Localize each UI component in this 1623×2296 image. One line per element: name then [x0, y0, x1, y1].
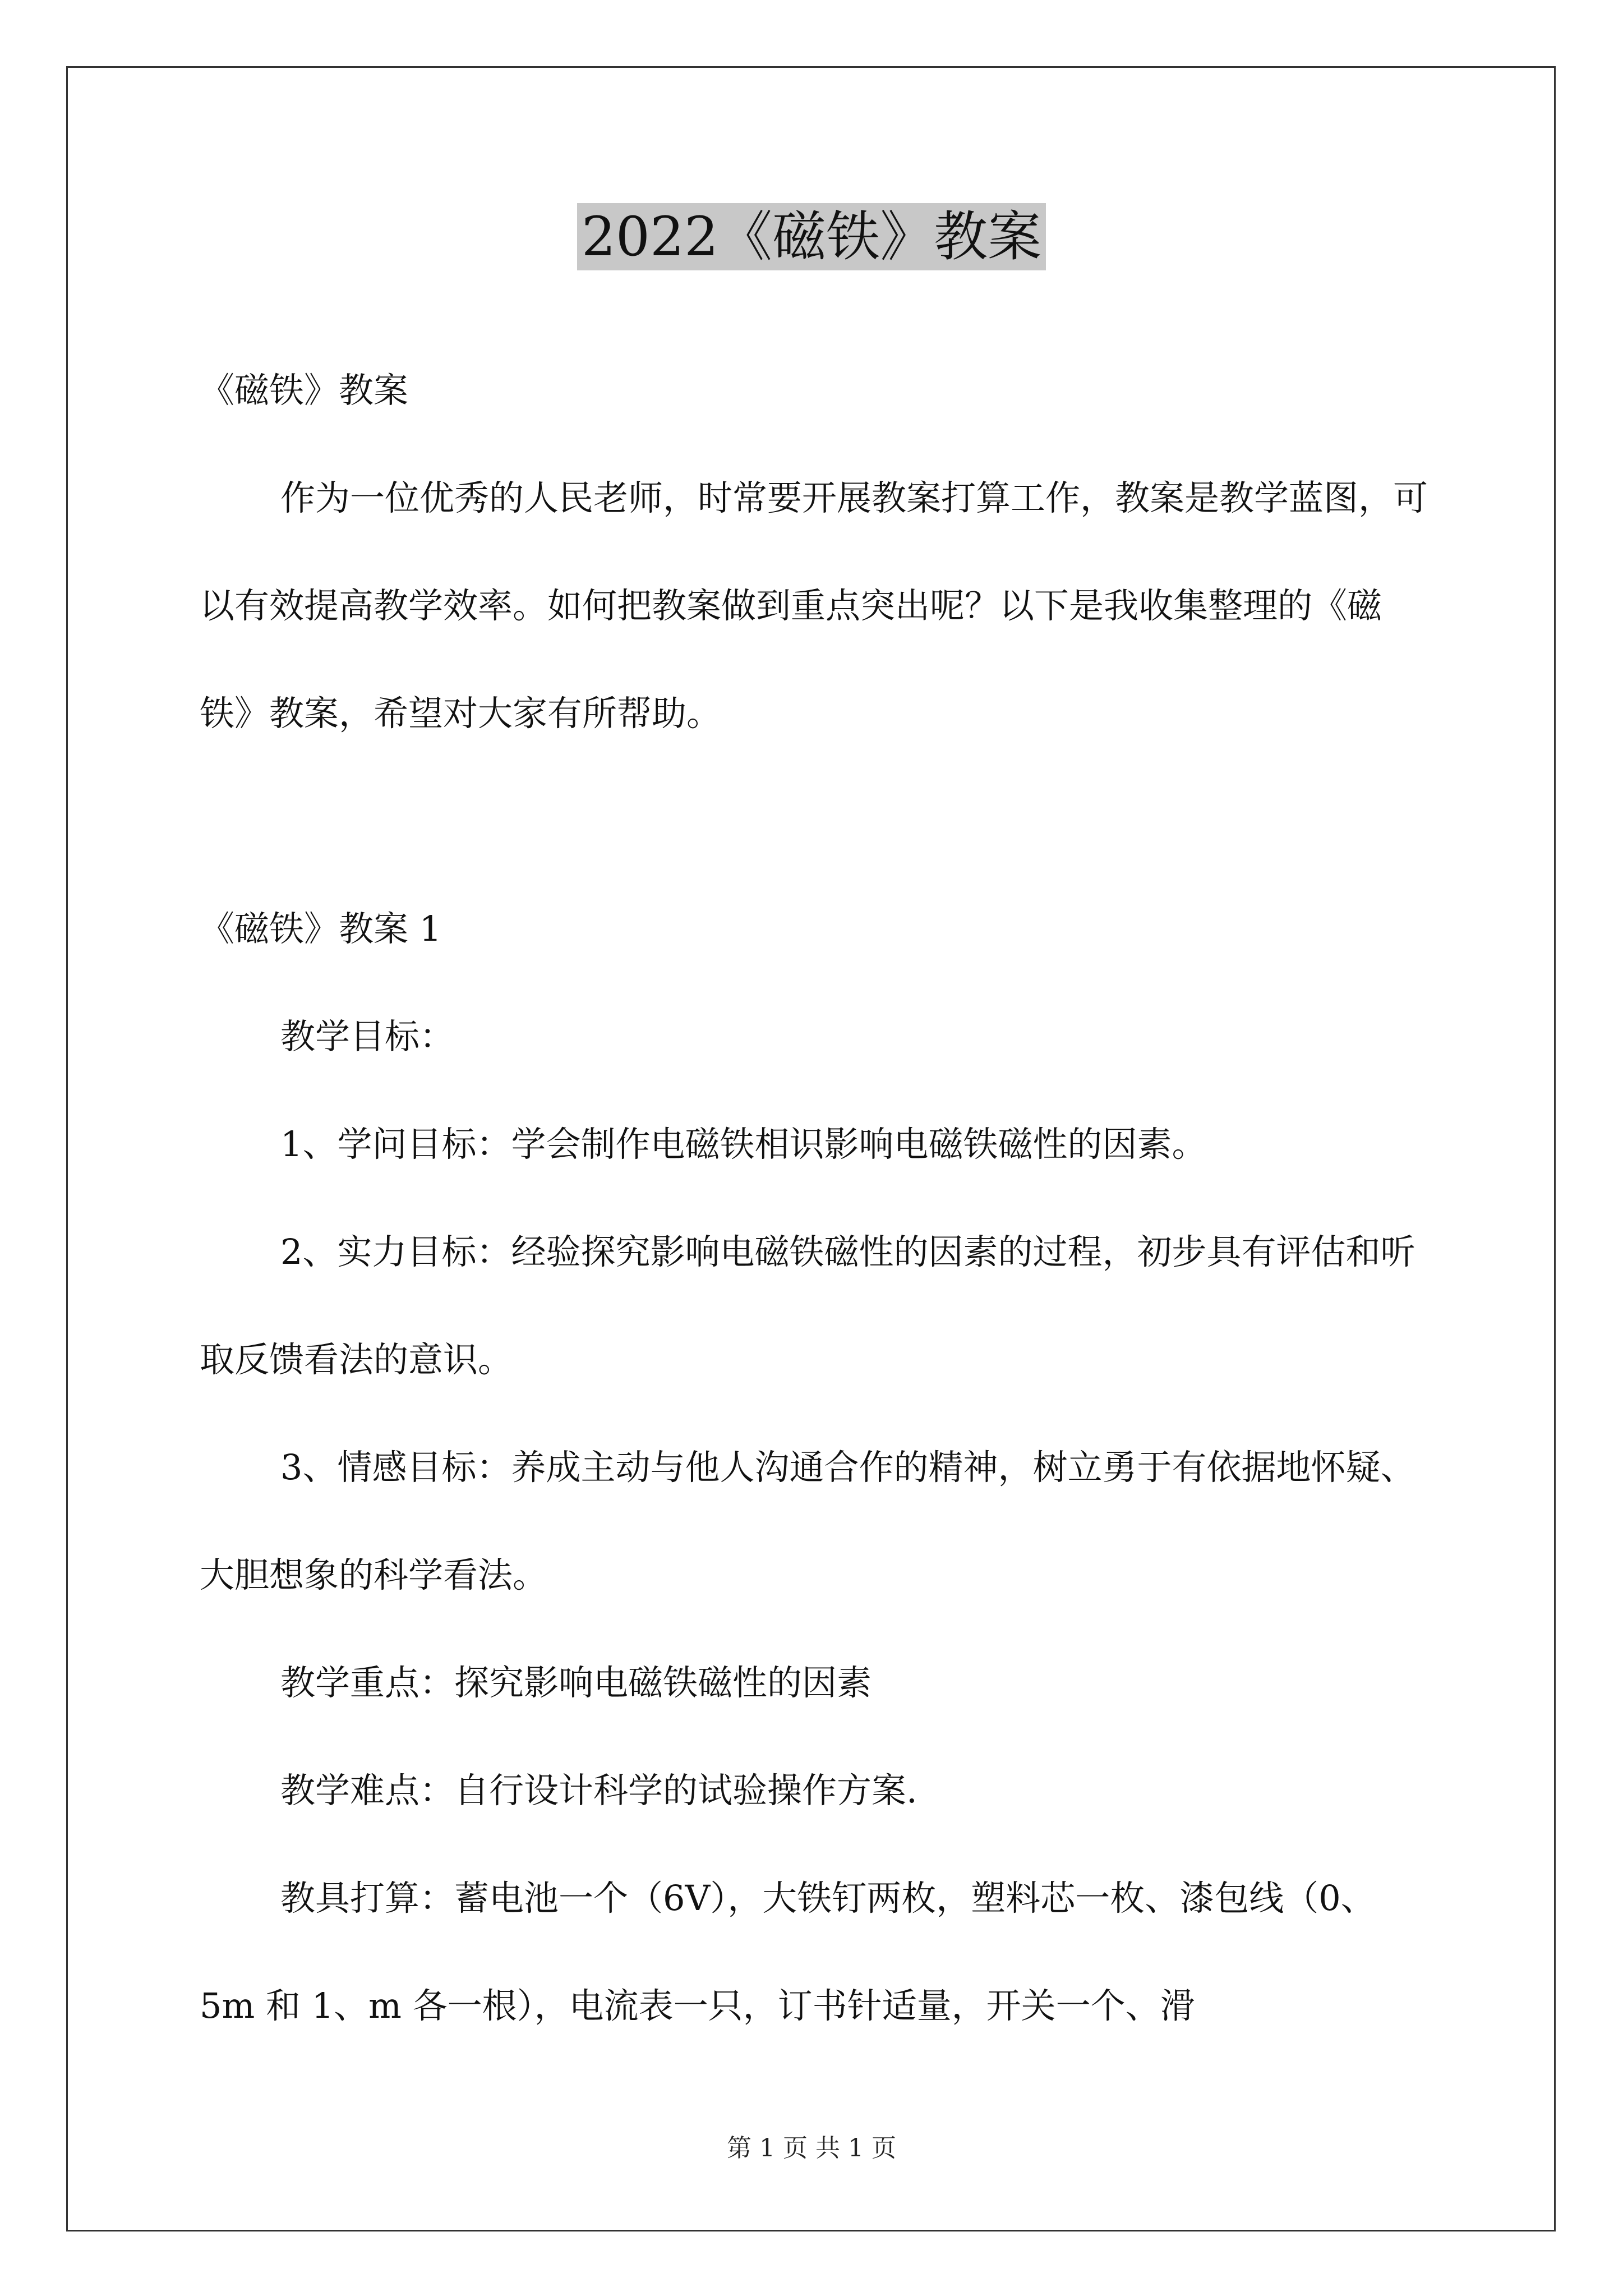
document-title-text: 2022《磁铁》教案 — [577, 203, 1046, 270]
page-footer: 第 1 页 共 1 页 — [727, 2134, 896, 2162]
objective-emotion: 3、情感目标：养成主动与他人沟通合作的精神，树立勇于有依据地怀疑、大胆想象的科学看法。 — [200, 1447, 1415, 1595]
document-body — [200, 337, 1428, 2060]
intro-paragraph: 作为一位优秀的人民老师，时常要开展教案打算工作，教案是教学蓝图，可以有效提高教学效率。如何把教案做到重点突出呢？以下是我收集整理的《磁铁》教案，希望对大家有所帮助。 — [200, 477, 1428, 734]
section-heading: 《磁铁》教案 1 — [200, 908, 442, 949]
objectives-heading: 教学目标： — [280, 1016, 455, 1057]
objective-ability: 2、实力目标：经验探究影响电磁铁磁性的因素的过程，初步具有评估和听取反馈看法的意识。 — [200, 1231, 1415, 1380]
subtitle-paragraph: 《磁铁》教案 — [200, 370, 409, 411]
objective-knowledge: 1、学问目标：学会制作电磁铁相识影响电磁铁磁性的因素。 — [280, 1124, 1207, 1165]
document-title — [0, 203, 1623, 270]
teaching-materials: 教具打算：蓄电池一个（6V），大铁钉两枚，塑料芯一枚、漆包线（0、5m 和 1、m 各一根），电流表一只，订书针适量，开关一个、滑 — [200, 1878, 1376, 2026]
teaching-focus: 教学重点：探究影响电磁铁磁性的因素 — [280, 1662, 872, 1703]
teaching-difficulty: 教学难点：自行设计科学的试验操作方案. — [280, 1770, 917, 1811]
